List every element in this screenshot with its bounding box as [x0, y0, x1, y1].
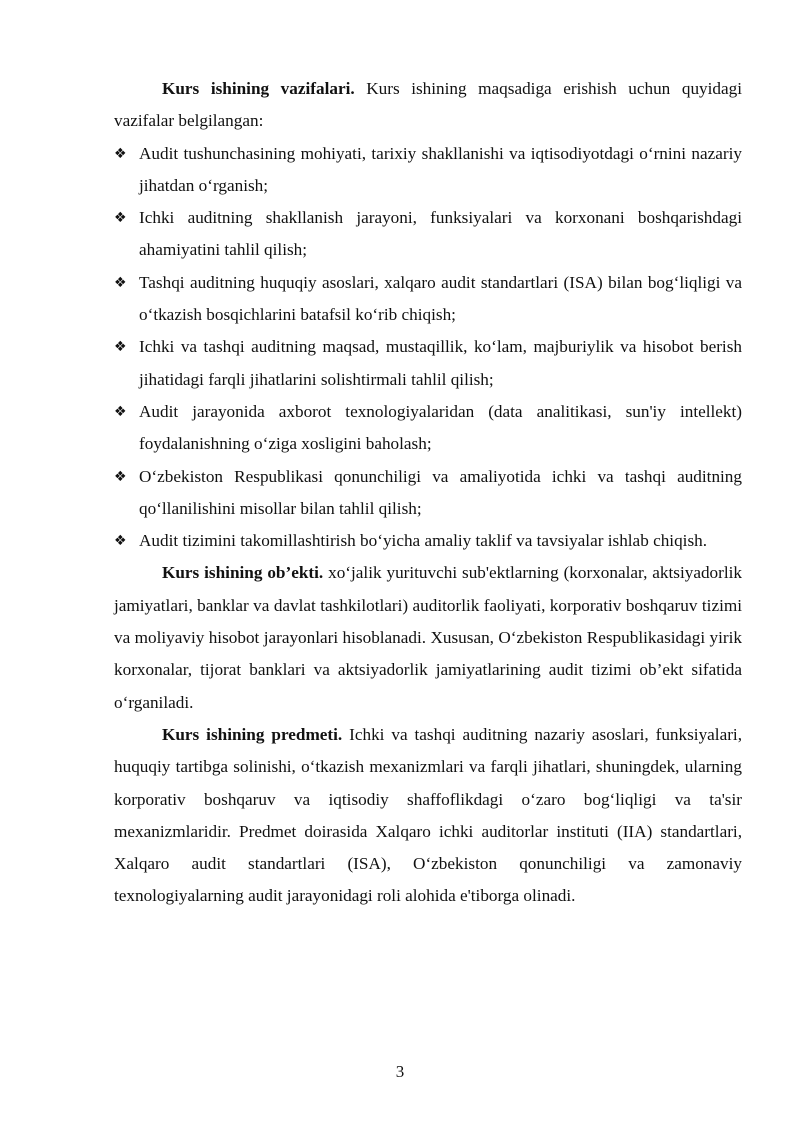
list-item-text: O‘zbekiston Respublikasi qonunchiligi va amaliyotida ichki va tashqi auditning qo‘llanilishini misollar bilan tahlil qilish; [139, 466, 742, 518]
four-diamond-bullet-icon: ❖ [114, 533, 127, 550]
four-diamond-bullet-icon: ❖ [114, 339, 127, 356]
object-text: xo‘jalik yurituvchi sub'ektlarning (korxonalar, aktsiyadorlik jamiyatlari, banklar va davlat tashkilotlari) auditorlik faoliyati, korporativ boshqaruv tizimi va moliyaviy hisobot jarayonlari hisoblanadi. Xususan, O‘zbekiston Respublikasidagi yirik korxonalar, tijorat banklari va aktsiyadorlik jamiyatlarining audit tizimi ob’ekt sifatida o‘rganiladi. [114, 563, 743, 712]
list-item-text: Audit jarayonida axborot texnologiyalaridan (data analitikasi, sun'iy intellekt) foydalanishning o‘ziga xosligini baholash; [139, 401, 742, 454]
object-paragraph [114, 557, 742, 718]
object-heading: Kurs ishining ob’ekti. [162, 563, 324, 583]
four-diamond-bullet-icon: ❖ [114, 274, 127, 291]
list-item-text: Ichki auditning shakllanish jarayoni, funksiyalari va korxonani boshqarishdagi ahamiyatini tahlil qilish; [139, 208, 742, 260]
list-item-text: Audit tizimini takomillashtirish bo‘yicha amaliy taklif va tavsiyalar ishlab chiqish. [139, 531, 708, 551]
list-item-text: Tashqi auditning huquqiy asoslari, xalqaro audit standartlari (ISA) bilan bog‘liqligi va o‘tkazish bosqichlarini batafsil ko‘rib chiqish; [139, 272, 742, 325]
tasks-paragraph [114, 73, 742, 138]
list-item [114, 138, 742, 203]
tasks-intro: Kurs ishining maqsadiga erishish uchun quyidagi vazifalar belgilangan: [114, 79, 742, 131]
list-item [114, 331, 742, 396]
subject-text: Ichki va tashqi auditning nazariy asoslari, funksiyalari, huquqiy tartibga solinishi, o‘tkazish mexanizmlari va farqli jihatlari, shuningdek, ularning korporativ boshqaruv va iqtisodiy shaffoflikdagi o‘zaro bog‘liqligi va ta'sir mexanizmlaridir. Predmet doirasida Xalqaro ichki auditorlar instituti (IIA) standartlari, Xalqaro audit standartlari (ISA), O‘zbekiston qonunchiligi va zamonaviy texnologiyalarning audit jarayonidagi roli alohida e'tiborga olinadi. [114, 724, 742, 906]
list-item [114, 202, 742, 267]
page-number: 3 [395, 1062, 405, 1081]
subject-heading: Kurs ishining predmeti. [162, 724, 343, 744]
list-item [114, 525, 742, 557]
list-item-text: Ichki va tashqi auditning maqsad, mustaqillik, ko‘lam, majburiylik va hisobot berish jihatidagi farqli jihatlarini solishtirmali tahlil qilish; [139, 337, 742, 389]
list-item [114, 461, 742, 526]
four-diamond-bullet-icon: ❖ [114, 145, 127, 162]
four-diamond-bullet-icon: ❖ [114, 403, 127, 420]
list-item-text: Audit tushunchasining mohiyati, tarixiy shakllanishi va iqtisodiyotdagi o‘rnini nazariy jihatdan o‘rganish; [139, 143, 742, 195]
page-body [114, 73, 742, 913]
tasks-list [114, 138, 742, 558]
tasks-heading: Kurs ishining vazifalari. [162, 79, 355, 98]
four-diamond-bullet-icon: ❖ [114, 468, 127, 485]
list-item [114, 267, 742, 332]
list-item [114, 396, 742, 461]
four-diamond-bullet-icon: ❖ [114, 210, 127, 227]
subject-paragraph [114, 719, 742, 913]
